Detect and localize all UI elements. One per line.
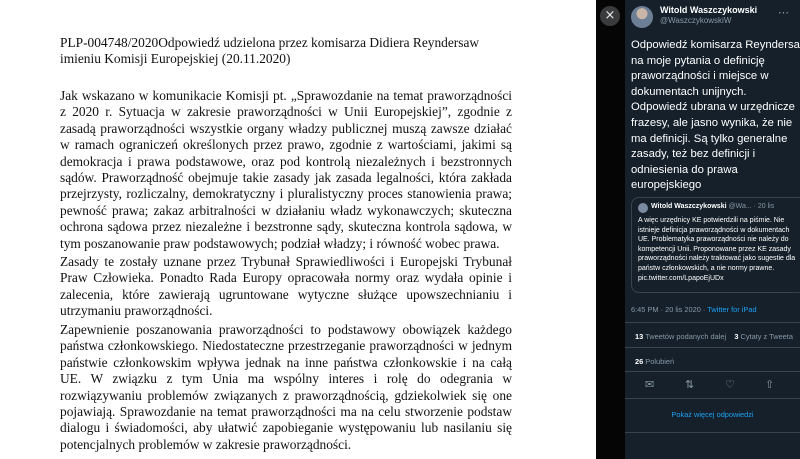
more-options-icon[interactable]: ⋯ bbox=[778, 7, 789, 19]
viewer-overlay bbox=[596, 0, 625, 459]
tweet-metadata bbox=[631, 305, 757, 314]
tweet-panel bbox=[625, 0, 800, 459]
likes-stat[interactable] bbox=[635, 357, 674, 366]
quote-header bbox=[651, 203, 774, 210]
likes-count: 26 bbox=[635, 357, 644, 366]
document-paragraph: Zapewnienie poszanowania praworządności to podstawowy obowiązek każdego państwa członkowskiego. Niedostateczne przestrzeganie praworządności w jednym państwie członkowskim wpływa jednak na inne państwa członkowskie i na całą UE. W związku z tym Unia ma wspólny interes i rolę do odegrania w rozwiązywaniu problemów związanych z praworządnością, gdziekolwiek się one pojawiają. Sprawozdanie na temat praworządności ma na celu stworzenie podstaw dialogu i świadomości, aby ułatwić zapobieganie występowaniu lub nasilaniu się potencjalnych problemów w zakresie praworządności. bbox=[60, 322, 512, 452]
retweets-label: Tweetów podanych dalej bbox=[645, 332, 727, 341]
divider bbox=[625, 322, 800, 323]
retweet-icon[interactable]: ⇅ bbox=[685, 378, 695, 391]
quoted-tweet-card[interactable] bbox=[631, 197, 800, 293]
divider bbox=[625, 371, 800, 372]
quotes-count: 3 bbox=[734, 332, 739, 341]
quotes-stat[interactable] bbox=[734, 332, 793, 341]
divider bbox=[625, 398, 800, 399]
quote-author-handle: @Wa... bbox=[728, 203, 752, 210]
likes-label: Polubień bbox=[645, 357, 675, 366]
document-paragraph: Zasady te zostały uznane przez Trybunał Sprawiedliwości i Europejski Trybunał Praw Człowieka. Ponadto Rada Europy opracowała normy oraz wydała opinie i zalecenia, które zawierają ugruntowane wytyczne służące upowszechnianiu i utrzymaniu praworządności. bbox=[60, 254, 512, 319]
tweet-source-link[interactable]: Twitter for iPad bbox=[707, 305, 757, 314]
share-icon[interactable]: ⇧ bbox=[765, 378, 775, 391]
like-icon[interactable]: ♡ bbox=[725, 378, 735, 391]
show-more-replies-link[interactable]: Pokaż więcej odpowiedzi bbox=[671, 410, 754, 419]
retweets-count: 13 bbox=[635, 332, 644, 341]
retweets-stat[interactable] bbox=[635, 332, 726, 341]
author-handle[interactable]: @WaszczykowskiW bbox=[660, 16, 732, 25]
tweet-timestamp[interactable]: 6:45 PM · 20 lis 2020 · bbox=[631, 305, 706, 314]
quotes-label: Cytaty z Tweeta bbox=[740, 332, 793, 341]
close-icon[interactable]: × bbox=[600, 6, 620, 26]
reply-icon[interactable]: ✉ bbox=[645, 378, 655, 391]
document-paragraph: Jak wskazano w komunikacie Komisji pt. „Sprawozdanie na temat praworządności z 2020 r. Sytuacja w zakresie praworządności w Unii Europejskiej”, zgodnie z zasadą praworządności wszystkie organy władzy publicznej muszą zawsze działać w ramach ograniczeń określonych przez prawo, zgodnie z wartościami, jakimi są demokracja i prawa podstawowe, oraz pod kontrolą niezależnych i bezstronnych sądów. Praworządność obejmuje takie zasady jak zasada legalności, która zakłada przejrzysty, rozliczalny, demokratyczny i pluralistyczny proces stanowienia prawa; pewność prawa; zakaz arbitralności w działaniu władz wykonawczych; skuteczna ochrona sądowa przez niezależne i bezstronne sądy, skuteczna kontrola sądowa, w tym poszanowanie praw podstawowych; podział władzy; i równość wobec prawa. bbox=[60, 88, 512, 251]
divider bbox=[625, 432, 800, 433]
quote-author-name: Witold Waszczykowski bbox=[651, 203, 727, 210]
quote-avatar bbox=[638, 203, 648, 213]
author-name[interactable]: Witold Waszczykowski bbox=[660, 5, 758, 15]
tweet-text: Odpowiedź komisarza Reyndersa na moje pytania o definicję praworządności i miejsce w dokumentach unijnych. Odpowiedź ubrana w urzędnicze frazesy, ale jasno wynika, że nie ma definicji. Są tylko generalne zasady, też bez definicji i odniesienia do prawa europejskiego bbox=[631, 39, 800, 192]
divider bbox=[625, 347, 800, 348]
avatar[interactable] bbox=[631, 6, 653, 28]
document-title: PLP-004748/2020Odpowiedź udzielona przez komisarza Didiera Reyndersaw imieniu Komisji Europejskiej (20.11.2020) bbox=[60, 35, 480, 67]
quote-date: · 20 lis bbox=[753, 203, 775, 210]
quote-text: A więc urzędnicy KE potwierdzili na piśmie. Nie istnieje definicja praworządności w dokumentach UE. Problematyka praworządności nie należy do kompetencji Unii. Proponowane przez KE zasady praworządności należy traktować jako sugestie dla państw członkowskich, a nie normy prawne. pic.twitter.com/LpapoEjUDx bbox=[638, 217, 796, 282]
tweet-stats bbox=[635, 332, 793, 341]
